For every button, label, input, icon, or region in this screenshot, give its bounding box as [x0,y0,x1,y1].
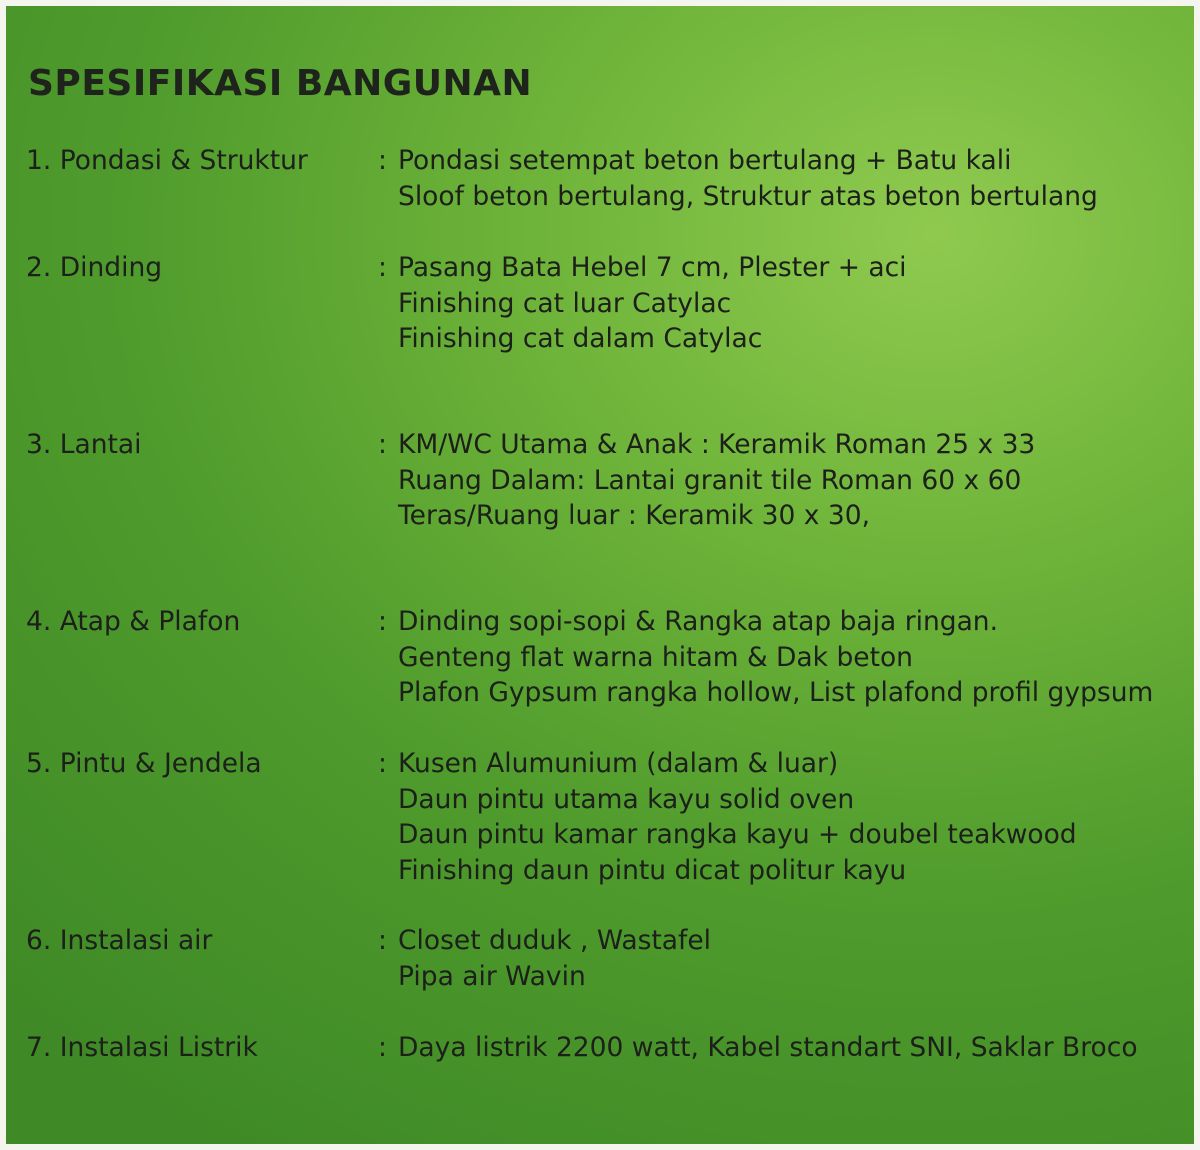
spec-line [378,1030,1138,1066]
spec-line-text: Genteng flat warna hitam & Dak beton [398,641,913,673]
spec-line-text: Dinding sopi-sopi & Rangka atap baja ringan. [398,606,999,637]
colon-separator: : [378,748,387,779]
spec-line-text: Finishing cat luar Catylac [398,287,732,319]
spec-values [378,1030,1138,1066]
spec-panel [6,6,1194,1144]
spec-line-text: Plafon Gypsum rangka hollow, List plafond profil gypsum [398,677,1154,708]
spec-label: 6. Instalasi air [26,925,213,956]
spec-label: 5. Pintu & Jendela [26,748,262,779]
spec-label: 2. Dinding [26,252,163,283]
spec-label: 4. Atap & Plafon [26,606,241,637]
spec-values [378,143,1098,214]
colon-separator: : [378,252,387,283]
colon-separator: : [378,1032,387,1063]
spec-line-text: Closet duduk , Wastafel [398,925,712,956]
spec-line-text: Finishing cat dalam Catylac [398,323,763,354]
spec-values [378,923,711,994]
spec-values [378,427,1035,534]
spec-line [378,746,1077,782]
spec-values [378,250,907,357]
colon-separator: : [378,145,387,176]
spec-line-text: Ruang Dalam: Lantai granit tile Roman 60 x 60 [398,464,1022,496]
spec-line-text: Kusen Alumunium (dalam & luar) [398,748,839,779]
colon-separator: : [378,606,387,637]
spec-values [378,746,1077,888]
spec-line-text: Daun pintu utama kayu solid oven [398,783,855,815]
spec-line [378,143,1098,179]
spec-line-text: Pasang Bata Hebel 7 cm, Plester + aci [398,252,907,283]
spec-line [378,923,711,959]
spec-line [378,250,907,286]
spec-label: 1. Pondasi & Struktur [26,145,308,176]
colon-separator: : [378,925,387,956]
colon-separator: : [378,429,387,460]
spec-line-text: Daun pintu kamar rangka kayu + doubel teakwood [398,819,1077,850]
spec-line-text: Teras/Ruang luar : Keramik 30 x 30, [398,500,871,531]
spec-values [378,604,1153,711]
spec-line-text: Sloof beton bertulang, Struktur atas beton bertulang [398,180,1098,212]
spec-line [378,427,1035,463]
spec-line-text: Daya listrik 2200 watt, Kabel standart SNI, Saklar Broco [398,1032,1138,1063]
spec-line [378,604,1153,640]
spec-line-text: Pipa air Wavin [398,960,586,992]
spec-line-text: KM/WC Utama & Anak : Keramik Roman 25 x 33 [398,429,1036,460]
spec-label: 3. Lantai [26,429,142,460]
page-title: SPESIFIKASI BANGUNAN [28,63,533,104]
spec-label: 7. Instalasi Listrik [26,1032,258,1063]
spec-line-text: Finishing daun pintu dicat politur kayu [398,854,907,886]
spec-line-text: Pondasi setempat beton bertulang + Batu kali [398,145,1012,176]
